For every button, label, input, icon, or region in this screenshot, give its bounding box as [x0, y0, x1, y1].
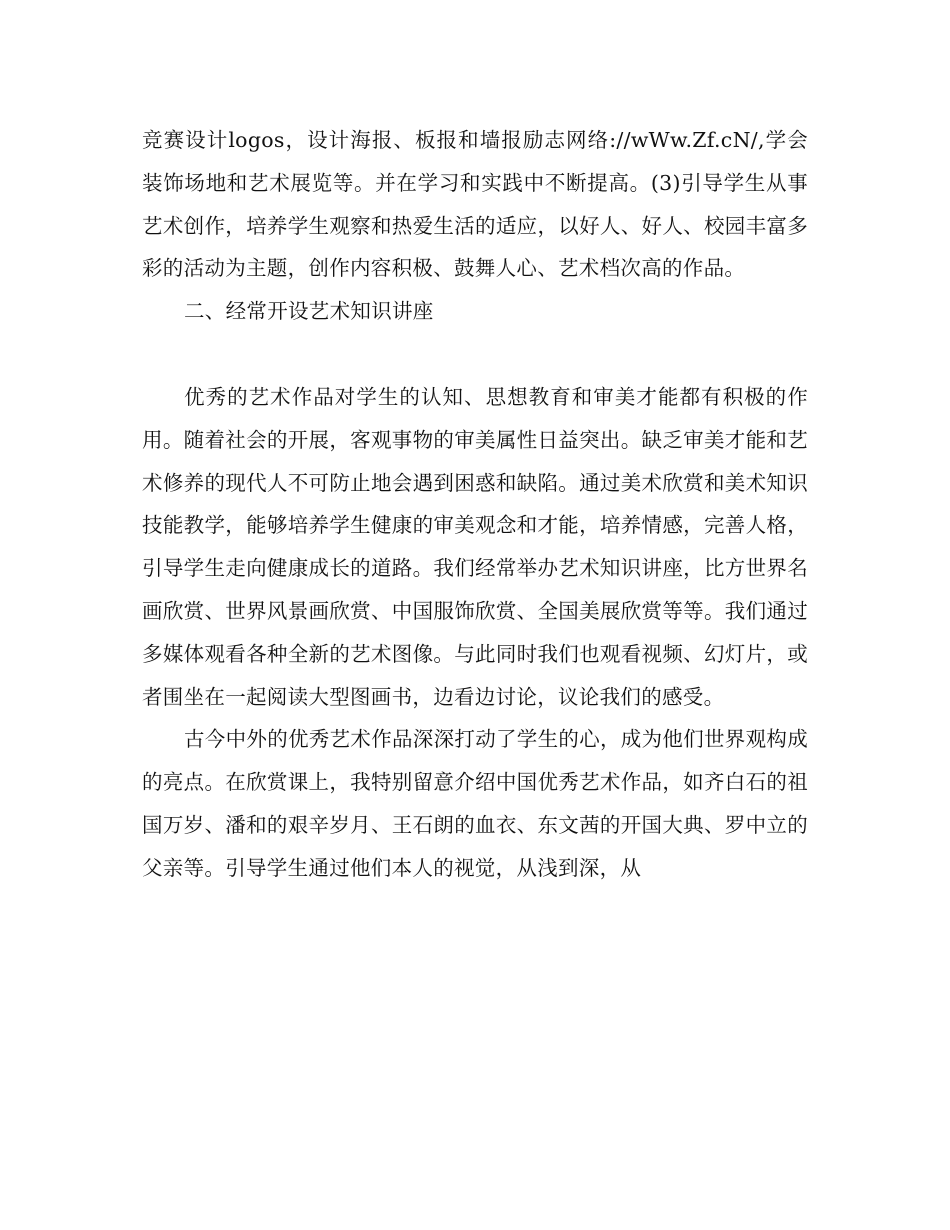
paragraph-continued: 竞赛设计logos，设计海报、板报和墙报励志网络://wWw.Zf.cN/,学会装饰场地和艺术展览等。并在学习和实践中不断提高。(3)引导学生从事艺术创作，培养学生观察和热爱生活的适应，以好人、好人、校园丰富多彩的活动为主题，创作内容积极、鼓舞人心、艺术档次高的作品。 [142, 128, 808, 281]
blank-space [142, 333, 808, 376]
section-heading: 二、经常开设艺术知识讲座 [184, 299, 434, 324]
paragraph: 古今中外的优秀艺术作品深深打动了学生的心，成为他们世界观构成的亮点。在欣赏课上，我特别留意介绍中国优秀艺术作品，如齐白石的祖国万岁、潘和的艰辛岁月、王石朗的血衣、东文茜的开国大典、罗中立的父亲等。引导学生通过他们本人的视觉，从浅到深，从 [142, 727, 808, 880]
document-body [142, 119, 808, 890]
paragraph: 优秀的艺术作品对学生的认知、思想教育和审美才能都有积极的作用。随着社会的开展，客观事物的审美属性日益突出。缺乏审美才能和艺术修养的现代人不可防止地会遇到困惑和缺陷。通过美术欣赏和美术知识技能教学，能够培养学生健康的审美观念和才能，培养情感，完善人格，引导学生走向健康成长的道路。我们经常举办艺术知识讲座，比方世界名画欣赏、世界风景画欣赏、中国服饰欣赏、全国美展欣赏等等。我们通过多媒体观看各种全新的艺术图像。与此同时我们也观看视频、幻灯片，或者围坐在一起阅读大型图画书，边看边讨论，议论我们的感受。 [142, 384, 808, 709]
